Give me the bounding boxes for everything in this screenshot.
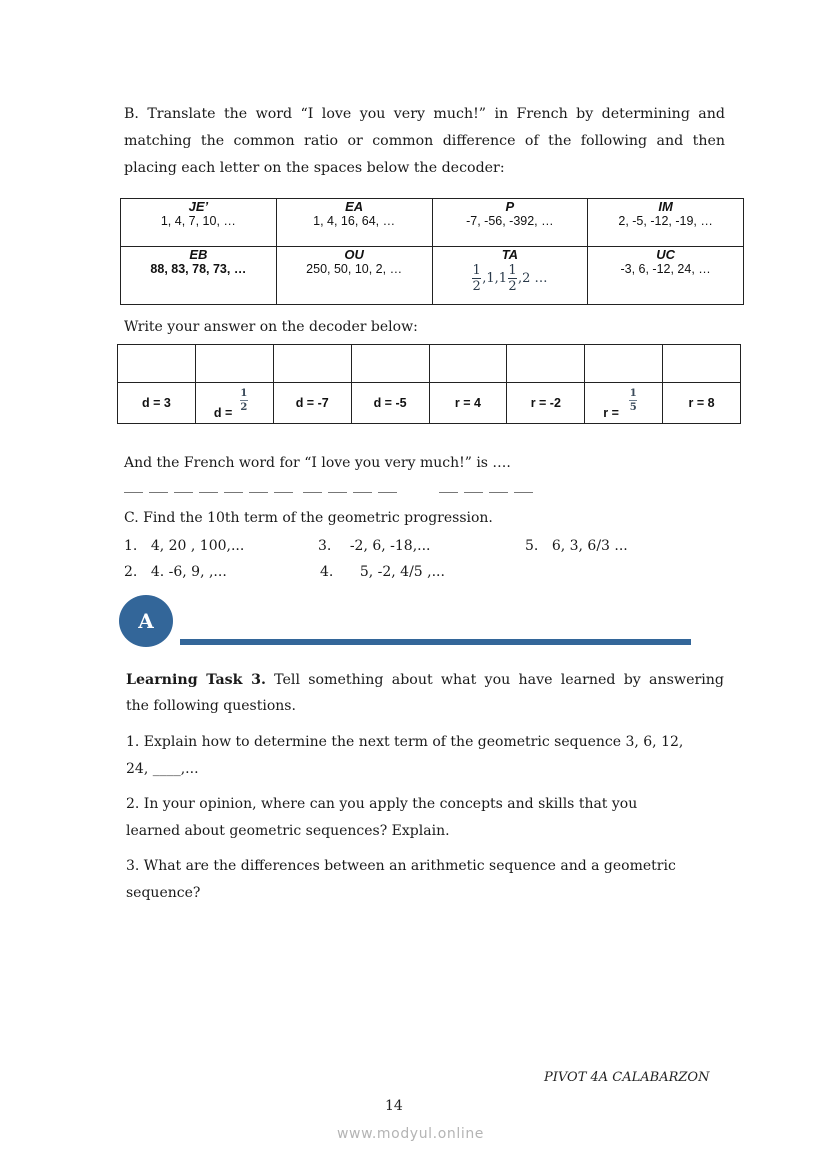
decoder-answer-cell[interactable] <box>429 345 507 383</box>
section-b-instructions-line-3: placing each letter on the spaces below the decoder: <box>124 160 505 176</box>
question-2-line-2: learned about geometric sequences? Explain. <box>126 823 450 839</box>
sequence-terms: 250, 50, 10, 2, … <box>306 262 403 276</box>
answer-blank[interactable] <box>224 492 243 493</box>
gp-item-3 <box>318 538 431 554</box>
sequence-cell <box>432 199 588 247</box>
fraction-denominator: 2 <box>472 279 481 294</box>
learning-task-title: Learning Task 3. <box>126 672 266 688</box>
question-3-line-1: 3. What are the differences between an arithmetic sequence and a geometric <box>126 858 676 874</box>
learning-task-intro-continued: the following questions. <box>126 698 296 714</box>
fraction-numerator: 1 <box>240 387 248 399</box>
decoder-key: d = 3 <box>118 383 196 424</box>
sequence-label: P <box>505 199 515 214</box>
fraction <box>240 388 248 413</box>
fraction <box>508 264 517 293</box>
decoder-prompt: Write your answer on the decoder below: <box>124 319 418 335</box>
section-c-heading: C. Find the 10th term of the geometric progression. <box>124 510 493 526</box>
answer-blank[interactable] <box>249 492 268 493</box>
question-1-line-2: 24, ____,... <box>126 761 199 777</box>
gp-item-number: 2. <box>124 564 138 580</box>
question-1-line-1: 1. Explain how to determine the next term of the geometric sequence 3, 6, 12, <box>126 734 684 750</box>
sequence-label: TA <box>501 247 519 262</box>
sequence-terms: -3, 6, -12, 24, … <box>620 262 711 276</box>
sequence-label: EB <box>189 247 208 262</box>
page-number: 14 <box>385 1098 403 1114</box>
gp-item-2 <box>124 564 227 580</box>
fraction-denominator: 2 <box>240 401 248 413</box>
gp-item-number: 4. <box>320 564 334 580</box>
gp-item-1 <box>124 538 244 554</box>
sequence-cell <box>432 247 588 305</box>
fraction-numerator: 1 <box>508 263 517 278</box>
sequence-cell <box>121 247 277 305</box>
decoder-key: r = 8 <box>663 383 741 424</box>
answer-blank[interactable] <box>439 492 458 493</box>
fraction-bar <box>629 400 637 401</box>
answer-blank[interactable] <box>378 492 397 493</box>
decoder-key: r = -2 <box>507 383 585 424</box>
fraction <box>472 264 481 293</box>
sequence-terms: 88, 83, 78, 73, … <box>150 262 247 276</box>
decoder-answer-cell[interactable] <box>118 345 196 383</box>
decoder-answer-cell[interactable] <box>195 345 273 383</box>
decoder-answer-cell[interactable] <box>351 345 429 383</box>
answer-blanks <box>124 492 533 493</box>
section-a-badge: A <box>119 595 173 647</box>
section-b-instructions-line-1: B. Translate the word “I love you very much!” in French by determining and <box>124 106 725 122</box>
fraction-numerator: 1 <box>629 387 637 399</box>
sequence-label: IM <box>658 199 673 214</box>
gp-item-terms: 6, 3, 6/3 ... <box>551 538 628 554</box>
sequence-cell <box>121 199 277 247</box>
answer-blank[interactable] <box>199 492 218 493</box>
decoder-key-prefix: d = <box>213 405 233 420</box>
terms-separator: ,1,1 <box>482 270 507 286</box>
decoder-table <box>117 344 741 424</box>
answer-blank[interactable] <box>464 492 483 493</box>
answer-blank[interactable] <box>274 492 293 493</box>
answer-blank[interactable] <box>174 492 193 493</box>
fraction-bar <box>240 400 248 401</box>
answer-prompt: And the French word for “I love you very much!” is …. <box>124 455 511 471</box>
decoder-key <box>585 383 663 424</box>
decoder-key <box>195 383 273 424</box>
decoder-key-prefix: r = <box>603 405 619 420</box>
sequence-terms: 2, -5, -12, -19, … <box>618 214 713 228</box>
sequence-cell <box>588 199 744 247</box>
sequence-terms: -7, -56, -392, … <box>466 214 554 228</box>
section-b-instructions-line-2: matching the common ratio or common difference of the following and then <box>124 133 725 149</box>
learning-task-intro <box>126 667 724 694</box>
sequence-label: EA <box>345 199 364 214</box>
gp-item-terms: 4. -6, 9, ,... <box>150 564 227 580</box>
fraction-denominator: 5 <box>629 401 637 413</box>
sequence-cell <box>276 199 432 247</box>
sequences-table <box>120 198 744 305</box>
question-2-line-1: 2. In your opinion, where can you apply the concepts and skills that you <box>126 796 638 812</box>
sequence-cell <box>588 247 744 305</box>
fraction-numerator: 1 <box>472 263 481 278</box>
answer-blank[interactable] <box>124 492 143 493</box>
answer-blank[interactable] <box>514 492 533 493</box>
sequence-label: JE’ <box>188 199 209 214</box>
watermark: www.modyul.online <box>337 1126 485 1142</box>
sequence-cell <box>276 247 432 305</box>
decoder-answer-cell[interactable] <box>585 345 663 383</box>
gp-item-5 <box>525 538 628 554</box>
learning-task-intro-text: Tell something about what you have learned by answering <box>265 672 725 688</box>
gp-item-4 <box>320 564 445 580</box>
gp-item-terms: -2, 6, -18,... <box>349 538 431 554</box>
decoder-answer-cell[interactable] <box>507 345 585 383</box>
decoder-key: d = -7 <box>273 383 351 424</box>
sequence-label: OU <box>344 247 364 262</box>
section-divider-rule <box>180 639 691 645</box>
footer-brand: PIVOT 4A CALABARZON <box>544 1070 710 1085</box>
answer-blank-group-2 <box>303 492 397 493</box>
answer-blank[interactable] <box>303 492 322 493</box>
answer-blank[interactable] <box>353 492 372 493</box>
terms-tail: ,2 … <box>518 270 548 286</box>
gp-item-number: 3. <box>318 538 332 554</box>
answer-blank[interactable] <box>328 492 347 493</box>
fraction <box>629 388 637 413</box>
gp-item-number: 1. <box>124 538 138 554</box>
sequence-terms: 1, 4, 7, 10, … <box>160 214 236 228</box>
gp-item-terms: 4, 20 , 100,... <box>150 538 245 554</box>
answer-blank[interactable] <box>489 492 508 493</box>
gp-item-terms: 5, -2, 4/5 ,... <box>359 564 445 580</box>
question-3-line-2: sequence? <box>126 885 201 901</box>
answer-blank[interactable] <box>149 492 168 493</box>
decoder-key: r = 4 <box>429 383 507 424</box>
answer-blank-group-3 <box>439 492 533 493</box>
decoder-key: d = -5 <box>351 383 429 424</box>
answer-blank-group-1 <box>124 492 293 493</box>
sequence-terms: 1, 4, 16, 64, … <box>313 214 396 228</box>
gp-item-number: 5. <box>525 538 539 554</box>
sequence-label: UC <box>656 247 676 262</box>
sequence-terms-fractional <box>472 264 547 293</box>
decoder-answer-cell[interactable] <box>663 345 741 383</box>
fraction-denominator: 2 <box>508 279 517 294</box>
decoder-answer-cell[interactable] <box>273 345 351 383</box>
